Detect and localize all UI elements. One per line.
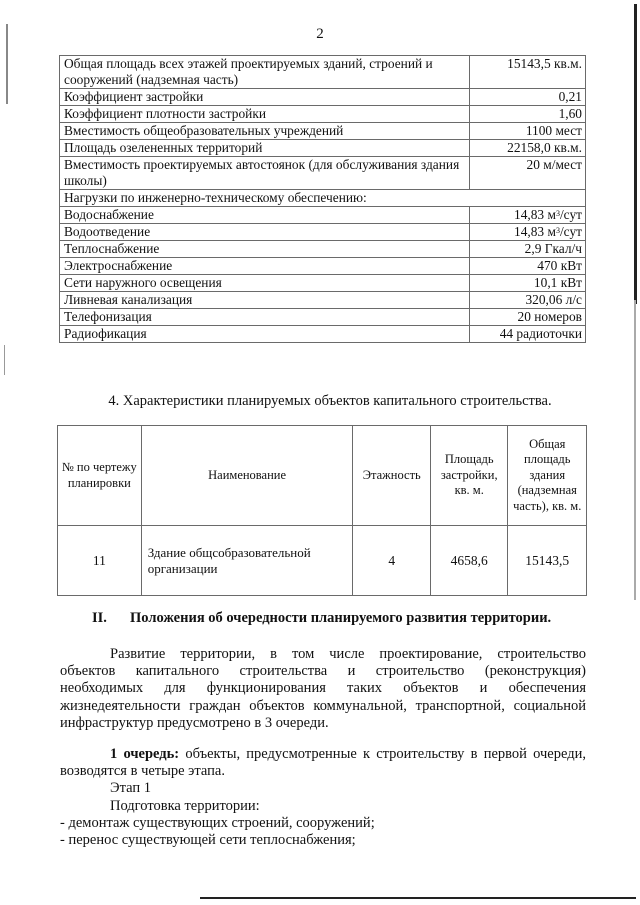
row-value: 2,9 Гкал/ч	[470, 241, 586, 258]
table-row	[60, 106, 586, 123]
table-header-row	[58, 426, 587, 526]
table-row	[60, 89, 586, 106]
row-value: 320,06 л/с	[470, 292, 586, 309]
paragraph-line: жизнедеятельности граждан объектов коммунальной, транспортной, социальной	[60, 697, 586, 714]
row-label: Общая площадь всех этажей проектируемых зданий, строений и сооружений (надземная часть)	[60, 56, 470, 89]
table-row	[60, 157, 586, 190]
row-label: Вместимость общеобразовательных учреждений	[60, 123, 470, 140]
table-row	[60, 241, 586, 258]
table-row	[60, 207, 586, 224]
bullet-item: - перенос существующей сети теплоснабжения;	[60, 832, 356, 849]
section-header-label: Нагрузки по инженерно-техническому обеспечению:	[60, 190, 586, 207]
paragraph-line: объектов капитального строительства и строительство (реконструкция)	[60, 663, 586, 680]
row-label: Электроснабжение	[60, 258, 470, 275]
section-4-title: 4. Характеристики планируемых объектов капитального строительства.	[108, 393, 552, 409]
row-value: 14,83 $м^3$/сут	[470, 224, 586, 241]
section-title: Положения об очередности планируемого развития территории.	[130, 610, 552, 626]
table-row	[60, 123, 586, 140]
table-row	[60, 292, 586, 309]
header-built-area: Площадь застройки, кв. м.	[430, 426, 507, 526]
page-number: 2	[316, 26, 324, 42]
row-value: 15143,5 кв.м.	[470, 56, 586, 89]
paragraph-first-stage	[60, 746, 586, 849]
table-row	[60, 275, 586, 292]
header-total-area: Общая площадь здания (надземная часть), кв. м.	[508, 426, 587, 526]
row-label: Теплоснабжение	[60, 241, 470, 258]
table-row	[60, 56, 586, 89]
scan-bottom-edge	[200, 897, 636, 899]
row-label: Площадь озелененных территорий	[60, 140, 470, 157]
header-drawing-number: № по чертежу планировки	[58, 426, 142, 526]
bullet-item: - демонтаж существующих строений, сооружений;	[60, 814, 375, 831]
table-row	[60, 326, 586, 343]
row-label: Сети наружного освещения	[60, 275, 470, 292]
row-value: 10,1 кВт	[470, 275, 586, 292]
paragraph-line: инфраструктур предусмотрено в 3 очереди.	[60, 714, 329, 731]
row-value: 470 кВт	[470, 258, 586, 275]
header-floors: Этажность	[353, 426, 430, 526]
table-row	[60, 140, 586, 157]
stage-label: Этап 1	[110, 780, 151, 797]
row-value: 20 м/мест	[470, 157, 586, 190]
cell-name: Здание общсобразовательной организации	[141, 526, 353, 596]
row-value: 22158,0 кв.м.	[470, 140, 586, 157]
row-label: Ливневая канализация	[60, 292, 470, 309]
paragraph-development	[60, 646, 586, 732]
summary-table	[59, 55, 586, 343]
cell-built-area: 4658,6	[430, 526, 507, 596]
paragraph-line: необходимых для функционирования таких объектов и обеспечения	[60, 680, 586, 697]
capital-objects-table	[57, 425, 587, 596]
subheading: Подготовка территории:	[110, 797, 260, 814]
cell-floors: 4	[353, 526, 430, 596]
row-value: 1100 мест	[470, 123, 586, 140]
row-label: Радиофикация	[60, 326, 470, 343]
row-label: Коэффициент застройки	[60, 89, 470, 106]
section-ii-heading	[92, 610, 551, 627]
first-queue-text: 1 очередь: объекты, предусмотренные к строительству в первой очереди, возводятся в четыре этапа.	[60, 746, 586, 780]
table-row	[60, 258, 586, 275]
row-value: 44 радиоточки	[470, 326, 586, 343]
cell-total-area: 15143,5	[508, 526, 587, 596]
row-value: 14,83 $м^3$/сут	[470, 207, 586, 224]
scan-edge-right	[634, 4, 637, 304]
table-row	[60, 224, 586, 241]
row-value: 1,60	[470, 106, 586, 123]
row-label: Водоснабжение	[60, 207, 470, 224]
row-label: Коэффициент плотности застройки	[60, 106, 470, 123]
row-label: Вместимость проектируемых автостоянок (для обслуживания здания школы)	[60, 157, 470, 190]
table-row	[60, 309, 586, 326]
scan-edge-right-2	[634, 300, 636, 600]
scan-edge-left-2	[4, 345, 5, 375]
section-number: II.	[92, 610, 107, 626]
paragraph-line: Развитие территории, в том числе проектирование, строительство	[110, 646, 586, 662]
cell-drawing-number: 11	[58, 526, 142, 596]
first-queue-label: 1 очередь:	[110, 746, 180, 762]
table-row	[58, 526, 587, 596]
table-section-header	[60, 190, 586, 207]
row-value: 0,21	[470, 89, 586, 106]
row-label: Водоотведение	[60, 224, 470, 241]
row-value: 20 номеров	[470, 309, 586, 326]
row-label: Телефонизация	[60, 309, 470, 326]
header-name: Наименование	[141, 426, 353, 526]
